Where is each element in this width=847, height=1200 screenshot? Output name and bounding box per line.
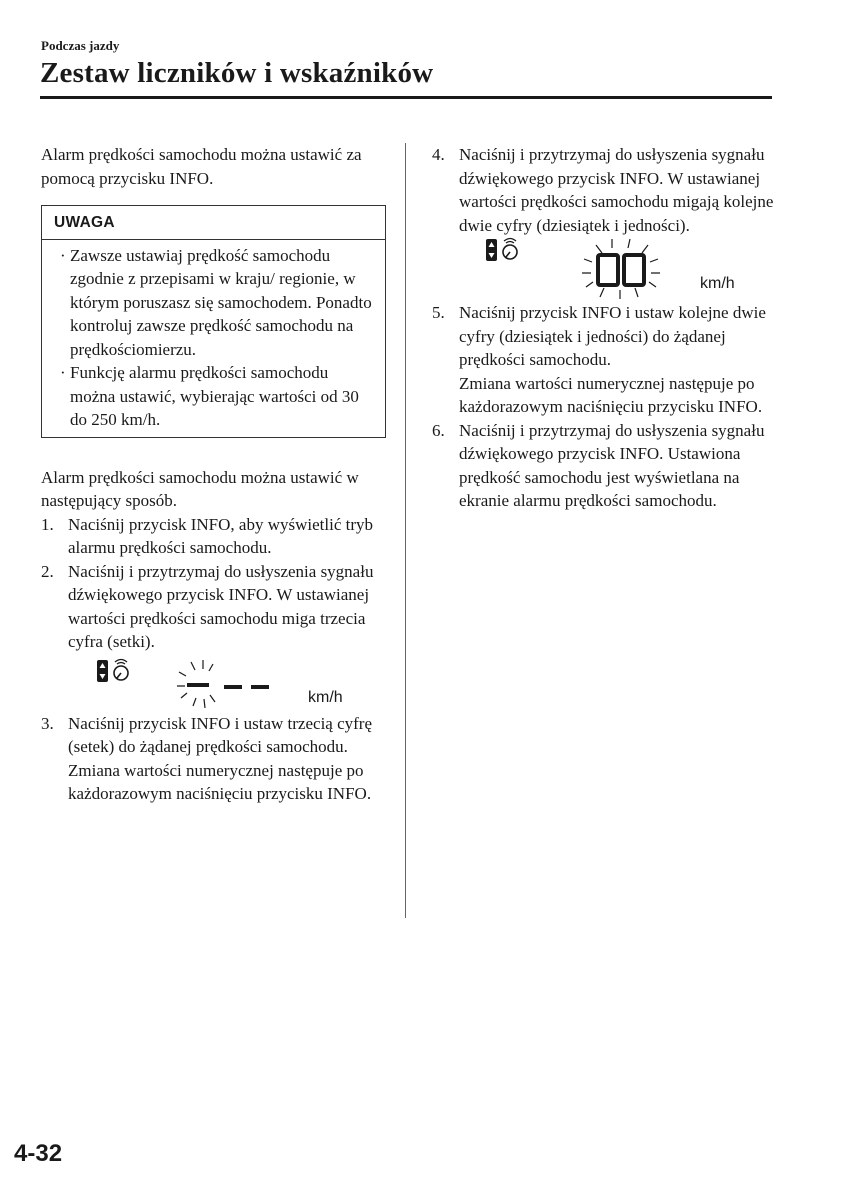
step-text: Naciśnij przycisk INFO i ustaw trzecią cyfrę (setek) do żądanej prędkości samochodu. [68, 713, 372, 756]
right-column [432, 143, 777, 513]
step-number: 4. [432, 145, 445, 164]
step-number: 1. [41, 514, 54, 534]
intro-text: Alarm prędkości samochodu można ustawić za pomocą przycisku INFO. [41, 145, 362, 188]
section-label: Podczas jazdy [41, 38, 120, 53]
step-text: Naciśnij i przytrzymaj do usłyszenia sygnału dźwiękowego przycisk INFO. Ustawiona prędkość samochodu jest wyświetlana na ekranie alarmu prędkości samochodu. [459, 420, 765, 510]
step-text: Naciśnij przycisk INFO i ustaw kolejne dwie cyfry (dziesiątek i jedności) do żądanej prędkości samochodu. [459, 303, 766, 369]
step-item [432, 419, 777, 513]
notice-body [42, 240, 385, 437]
step-number: 2. [41, 561, 54, 581]
step-item [432, 301, 777, 372]
page-title: Zestaw liczników i wskaźników [40, 57, 434, 89]
notice-bullet: · Funkcję alarmu prędkości samochodu można ustawić, wybierając wartości od 30 do 250 km/h. [60, 361, 375, 432]
left-column [41, 143, 386, 806]
step-item [41, 712, 386, 759]
step-text: Naciśnij przycisk INFO, aby wyświetlić tryb alarmu prędkości samochodu. [68, 514, 373, 557]
speed-alarm-display-hundreds [41, 654, 386, 712]
step-item [41, 513, 386, 560]
page-number: 4-32 [14, 1140, 63, 1167]
notice-heading: UWAGA [42, 206, 385, 240]
step-item [41, 560, 386, 654]
blink-burst-icon [169, 658, 229, 710]
intro-text-2: Alarm prędkości samochodu można ustawić w następujący sposób. [41, 467, 359, 510]
step-text: Naciśnij i przytrzymaj do usłyszenia sygnału dźwiękowego przycisk INFO. W ustawianej wartości prędkości samochodu miga trzecia cyfra (setki). [68, 561, 374, 651]
blink-burst-icon [578, 237, 666, 301]
notice-box [41, 205, 386, 438]
column-divider [405, 143, 406, 918]
speed-alarm-icon [96, 656, 136, 686]
step-note-text: Zmiana wartości numerycznej następuje po każdorazowym naciśnięciu przycisku INFO. [68, 760, 372, 803]
speed-unit: km/h [308, 688, 343, 706]
step-text: Naciśnij i przytrzymaj do usłyszenia sygnału dźwiękowego przycisk INFO. W ustawianej wartości prędkości samochodu migają kolejne dwie cyfry (dziesiątek i jedności). [459, 145, 774, 235]
notice-bullet: · Zawsze ustawiaj prędkość samochodu zgodnie z przepisami w kraju/ regionie, w którym poruszasz się samochodem. Ponadto kontroluj zawsze prędkość samochodu na prędkościomierzu. [60, 244, 375, 362]
step-note [432, 372, 777, 419]
title-rule [40, 96, 772, 99]
dash-segment [251, 685, 269, 689]
speed-alarm-icon [485, 235, 525, 265]
step-number: 6. [432, 420, 445, 440]
dash-segment [224, 685, 242, 689]
step-item [432, 143, 777, 237]
speed-unit: km/h [700, 275, 735, 292]
step-note-text: Zmiana wartości numerycznej następuje po każdorazowym naciśnięciu przycisku INFO. [459, 373, 763, 416]
step-number: 5. [432, 303, 445, 322]
speed-alarm-display-tens-ones [432, 237, 777, 301]
step-number: 3. [41, 713, 54, 733]
step-note [41, 759, 386, 806]
